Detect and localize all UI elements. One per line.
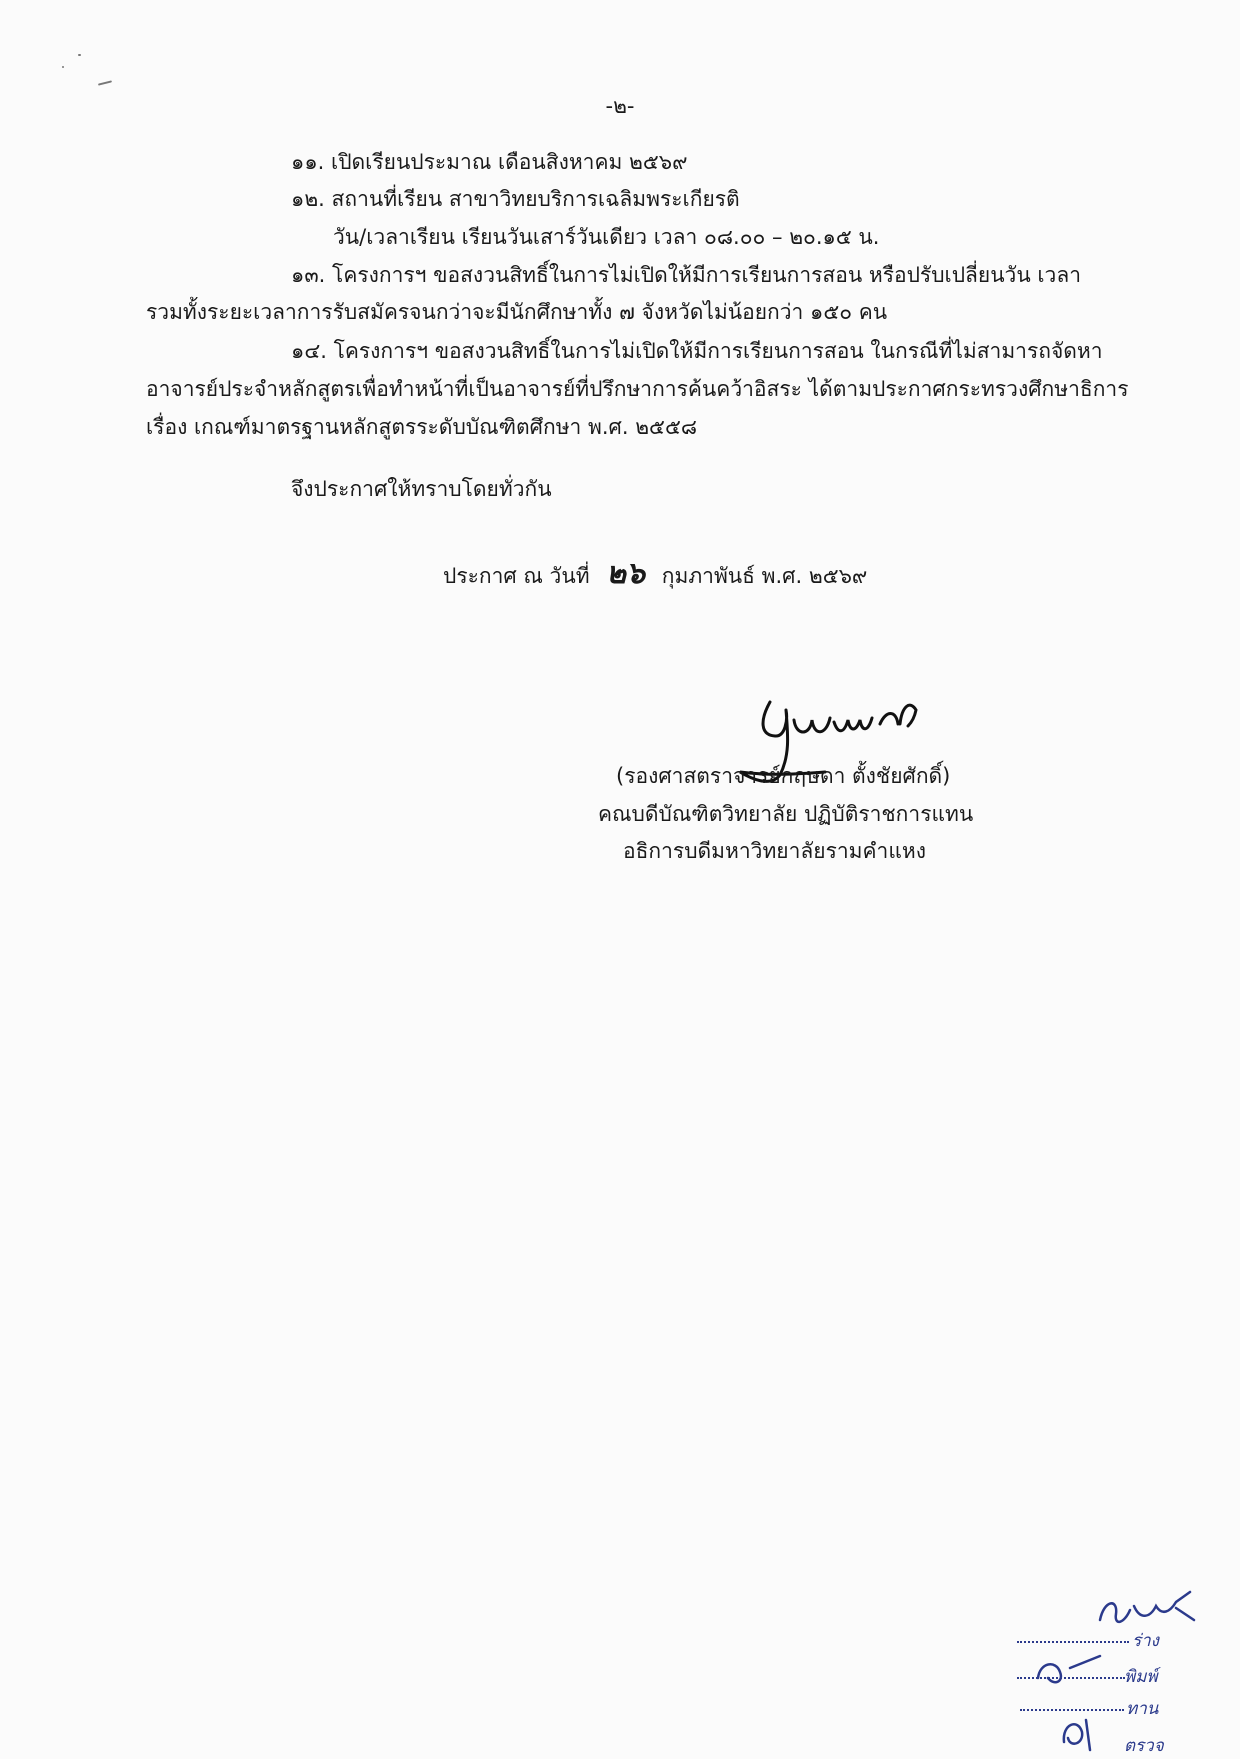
scan-speck — [62, 66, 64, 68]
signatory-title-1: คณบดีบัณฑิตวิทยาลัย ปฏิบัติราชการแทน — [598, 802, 974, 826]
stamp-mark — [1056, 1708, 1116, 1753]
stamp-row-proofread: ทาน — [1126, 1699, 1159, 1719]
stamp-dotted-line — [1017, 1677, 1125, 1679]
stamp-row-check: ตรวจ — [1124, 1736, 1164, 1756]
item-14-line-3: เรื่อง เกณฑ์มาตรฐานหลักสูตรระดับบัณฑิตศึกษา พ.ศ. ๒๕๕๘ — [146, 415, 698, 439]
date-prefix: ประกาศ ณ วันที่ — [443, 564, 590, 588]
signatory-name: (รองศาสตราจารย์กฤษดา ตั้งชัยศักดิ์) — [616, 764, 951, 788]
date-suffix: กุมภาพันธ์ พ.ศ. ๒๕๖๙ — [661, 564, 868, 588]
stamp-row-print: พิมพ์ — [1124, 1667, 1158, 1687]
item-12-text: สถานที่เรียน สาขาวิทยบริการเฉลิมพระเกียรติ — [331, 187, 740, 211]
scan-speck — [98, 80, 112, 85]
item-14-line-1: ๑๔. โครงการฯ ขอสงวนสิทธิ์ในการไม่เปิดให้มีการเรียนการสอน ในกรณีที่ไม่สามารถจัดหา — [291, 339, 1103, 363]
stamp-row-draft: ร่าง — [1132, 1631, 1159, 1651]
item-11-number: ๑๑. — [291, 150, 325, 174]
date-day-handwritten: ๒๖ — [606, 556, 646, 591]
item-12-number: ๑๒. — [291, 187, 325, 211]
signatory-title-2: อธิการบดีมหาวิทยาลัยรามคำแหง — [623, 839, 926, 863]
page-number: -๒- — [605, 94, 635, 118]
date-line — [443, 556, 868, 591]
stamp-mark — [1030, 1648, 1110, 1688]
item-14-line-2: อาจารย์ประจำหลักสูตรเพื่อทำหน้าที่เป็นอาจารย์ที่ปรึกษาการค้นคว้าอิสระ ได้ตามประกาศกระทรวงศึกษาธิการ — [146, 377, 1129, 401]
schedule-line: วัน/เวลาเรียน เรียนวันเสาร์วันเดียว เวลา ๐๘.๐๐ – ๒๐.๑๕ น. — [333, 225, 880, 249]
item-11-text: เปิดเรียนประมาณ เดือนสิงหาคม ๒๕๖๙ — [331, 150, 688, 174]
item-12 — [291, 185, 740, 213]
item-13-line-1: ๑๓. โครงการฯ ขอสงวนสิทธิ์ในการไม่เปิดให้มีการเรียนการสอน หรือปรับเปลี่ยนวัน เวลา — [291, 263, 1082, 287]
item-13-line-2: รวมทั้งระยะเวลาการรับสมัครจนกว่าจะมีนักศึกษาทั้ง ๗ จังหวัดไม่น้อยกว่า ๑๕๐ คน — [146, 300, 888, 324]
item-11 — [291, 148, 687, 176]
scan-speck — [78, 54, 81, 56]
stamp-dotted-line — [1017, 1641, 1129, 1643]
announcement-line: จึงประกาศให้ทราบโดยทั่วกัน — [291, 477, 552, 501]
